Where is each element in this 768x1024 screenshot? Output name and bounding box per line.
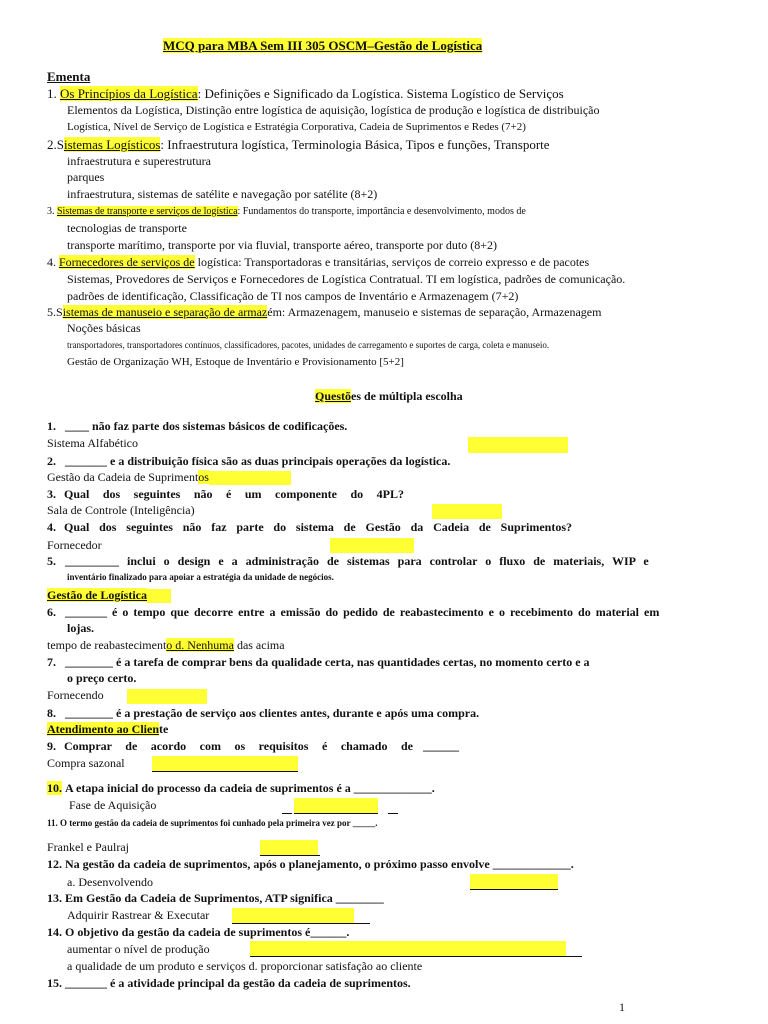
- answer-highlight-box: [470, 874, 558, 889]
- question-text: Comprar de acordo com os requisitos é chamado de: [64, 739, 413, 753]
- answer-highlight-box: [152, 756, 298, 771]
- item-topic: Fornecedores de serviços de: [59, 255, 195, 269]
- ementa-item-2-line4: infraestrutura, sistemas de satélite e navegação por satélite (8+2): [67, 187, 378, 201]
- question-number: 5.: [47, 554, 56, 568]
- question-blank: ______: [423, 739, 459, 753]
- question-text: é a atividade principal da gestão da cadeia de suprimentos.: [107, 976, 411, 990]
- question-6-line2: lojas.: [67, 621, 94, 635]
- question-number: 10.: [47, 781, 62, 795]
- answer-6: [47, 639, 285, 653]
- answer-highlight-box: [127, 689, 207, 704]
- question-text: é o tempo que decorre entre a emissão do pedido de reabastecimento e o recebimento do material em: [107, 605, 660, 619]
- ementa-item-4: [47, 256, 589, 270]
- answer-underline: [470, 889, 558, 890]
- question-number: 4.: [47, 520, 56, 534]
- answer-3: Sala de Controle (Inteligência): [47, 503, 195, 517]
- question-number: 11.: [47, 818, 58, 828]
- item-topic: istemas Logísticos: [63, 137, 161, 152]
- ementa-item-5-line2: Noções básicas: [67, 321, 141, 335]
- question-number: 6.: [47, 605, 56, 619]
- ementa-item-1-line2: Elementos da Logística, Distinção entre logística de aquisição, logística de produção e logística de distribuição: [67, 103, 600, 117]
- question-text: Em Gestão da Cadeia de Suprimentos, ATP significa: [65, 891, 333, 905]
- answer-underline: [294, 813, 378, 814]
- answer-underline: [232, 923, 370, 924]
- question-number: 9.: [47, 739, 56, 753]
- answer-9: Compra sazonal: [47, 756, 125, 770]
- question-14: [47, 926, 349, 940]
- question-number: 13.: [47, 891, 62, 905]
- item-number: 5.: [47, 305, 56, 319]
- answer-underline: [152, 771, 298, 772]
- question-blank: _______: [65, 454, 107, 468]
- item-topic: Sistemas de transporte e serviços de logística: [57, 206, 238, 217]
- section-heading-rest: es de múltipla escolha: [351, 389, 463, 403]
- question-4: [47, 521, 572, 535]
- question-7-line2: o preço certo.: [67, 671, 137, 685]
- question-text: não faz parte dos sistemas básicos de codificações.: [89, 419, 348, 433]
- item-prefix: S: [56, 137, 64, 152]
- question-5: [47, 555, 757, 569]
- answer-10: Fase de Aquisição: [69, 798, 157, 812]
- question-number: 3.: [47, 487, 56, 501]
- answer-5: [47, 589, 171, 603]
- ementa-item-2-line2: infraestrutura e superestrutura: [67, 154, 211, 168]
- ementa-heading: Ementa: [47, 69, 91, 84]
- answer-underline: [260, 855, 320, 856]
- question-text: e a distribuição física são as duas principais operações da logística.: [107, 454, 451, 468]
- section-heading-highlight: Questõ: [315, 389, 351, 403]
- answer-11: Frankel e Paulraj: [47, 840, 129, 854]
- item-number: 3.: [47, 206, 55, 217]
- answer-highlight-box: [330, 538, 414, 553]
- question-blank: _____________.: [492, 857, 574, 871]
- answer-12: a. Desenvolvendo: [67, 875, 153, 889]
- ementa-item-1-line3: Logística, Nível de Serviço de Logística e Estratégia Corporativa, Cadeia de Suprimentos e Redes (7+2): [67, 121, 526, 133]
- question-blank: _________: [65, 554, 119, 568]
- answer-text: das acima: [233, 638, 285, 652]
- question-10: [47, 782, 435, 796]
- item-topic: Os Princípios da Logística: [60, 86, 198, 101]
- item-description: logística: Transportadoras e transitárias, serviços de correio expresso e de pacotes: [194, 255, 590, 269]
- answer-text: tempo de reabasteciment: [47, 638, 167, 652]
- answer-highlight: Gestão de Logística: [47, 588, 147, 602]
- answer-highlight-box: [250, 941, 566, 956]
- ementa-item-5: [47, 306, 601, 320]
- question-text: é a prestação de serviço aos clientes antes, durante e após uma compra.: [113, 706, 480, 720]
- answer-text: te: [159, 722, 169, 736]
- question-text: O termo gestão da cadeia de suprimentos foi cunhado pela primeira vez por: [60, 818, 351, 828]
- question-blank: ____: [65, 419, 89, 433]
- question-number: 2.: [47, 454, 56, 468]
- question-7: [47, 656, 590, 670]
- answer-highlight: Atendimento ao Clien: [47, 722, 159, 736]
- question-3: [47, 488, 404, 502]
- answer-highlight: o d. Nenhuma: [166, 638, 234, 652]
- question-text: Na gestão da cadeia de suprimentos, após o planejamento, o próximo passo envolve: [65, 857, 490, 871]
- ementa-item-2: [47, 138, 550, 153]
- question-blank: ________: [335, 891, 384, 905]
- answer-2: [47, 471, 291, 485]
- answer-underline: [250, 956, 582, 957]
- question-number: 1.: [47, 419, 56, 433]
- item-description: ém: Armazenagem, manuseio e sistemas de separação, Armazenagem: [267, 305, 602, 319]
- page-number: 1: [619, 1000, 625, 1014]
- answer-underline: [282, 813, 292, 814]
- answer-highlight-box: [232, 908, 354, 923]
- answer-4: Fornecedor: [47, 538, 102, 552]
- question-blank: ________: [65, 706, 113, 720]
- question-text: Qual dos seguintes não é um componente do 4PL?: [64, 487, 404, 501]
- item-prefix: S: [56, 305, 63, 319]
- answer-underline: [388, 813, 398, 814]
- item-topic: istemas de manuseio e separação de armaz: [62, 305, 268, 319]
- ementa-item-2-line3: parques: [67, 170, 105, 184]
- ementa-item-1: [47, 87, 564, 102]
- question-number: 15.: [47, 976, 62, 990]
- question-2: [47, 455, 450, 469]
- section-heading: [315, 390, 463, 404]
- question-1: [47, 420, 347, 434]
- ementa-item-3-line2: tecnologias de transporte: [67, 221, 187, 235]
- question-8: [47, 707, 479, 721]
- answer-highlight-box: [294, 798, 378, 813]
- question-blank: ______.: [310, 925, 350, 939]
- question-12: [47, 858, 574, 872]
- question-blank: _______: [65, 976, 107, 990]
- ementa-item-5-line3: transportadores, transportadores contínuos, classificadores, pacotes, unidades de carregamento e suportes de carga, coleta e manuseio.: [67, 340, 550, 350]
- item-number: 2.: [47, 137, 57, 152]
- answer-highlight: os: [198, 470, 209, 484]
- ementa-item-3-line3: transporte marítimo, transporte por via fluvial, transporte aéreo, transporte por duto (8+2): [67, 238, 497, 252]
- question-6: [47, 606, 767, 620]
- answer-13: Adquirir Rastrear & Executar: [67, 908, 210, 922]
- question-9: [47, 740, 459, 754]
- title-text: MCQ para MBA Sem III 305 OSCM–Gestão de Logística: [163, 38, 483, 53]
- answer-8: [47, 723, 168, 737]
- question-number: 12.: [47, 857, 62, 871]
- answer-highlight-box: [468, 437, 568, 453]
- question-13: [47, 892, 384, 906]
- question-14-line3: a qualidade de um produto e serviços d. proporcionar satisfação ao cliente: [67, 959, 423, 973]
- question-number: 8.: [47, 706, 56, 720]
- question-blank: ________: [65, 655, 113, 669]
- item-description: : Fundamentos do transporte, importância e desenvolvimento, modos de: [237, 206, 526, 217]
- ementa-item-5-line4: Gestão de Organização WH, Estoque de Inventário e Provisionamento [5+2]: [67, 356, 404, 368]
- item-number: 4.: [47, 255, 56, 269]
- item-description: : Infraestrutura logística, Terminologia Básica, Tipos e funções, Transporte: [160, 137, 550, 152]
- answer-text: Gestão da Cadeia de Supriment: [47, 470, 199, 484]
- question-number: 7.: [47, 655, 56, 669]
- question-blank: _____.: [352, 818, 378, 828]
- item-number: 1.: [47, 86, 57, 101]
- question-15: [47, 977, 411, 991]
- question-text: A etapa inicial do processo da cadeia de suprimentos é a: [65, 781, 351, 795]
- document-title: [163, 39, 482, 54]
- ementa-item-3: [47, 206, 526, 218]
- answer-highlight-box: [432, 504, 502, 519]
- question-11: [47, 818, 378, 828]
- answer-1: Sistema Alfabético: [47, 436, 138, 450]
- question-blank: _____________.: [353, 781, 435, 795]
- item-description: : Definições e Significado da Logística. Sistema Logístico de Serviços: [197, 86, 564, 101]
- question-text: Qual dos seguintes não faz parte do sistema de Gestão da Cadeia de Suprimentos?: [64, 520, 572, 534]
- question-text: O objetivo da gestão da cadeia de suprimentos é: [65, 925, 311, 939]
- question-blank: _______: [65, 605, 107, 619]
- question-5-line2: inventário finalizado para apoiar a estratégia da unidade de negócios.: [67, 572, 334, 582]
- question-number: 14.: [47, 925, 62, 939]
- ementa-item-4-line3: padrões de identificação, Classificação de TI nos campos de Inventário e Armazenagem (7+2): [67, 289, 519, 303]
- question-text: inclui o design e a administração de sistemas para controlar o fluxo de materiais, WIP e: [119, 554, 649, 568]
- answer-7: Fornecendo: [47, 688, 104, 702]
- answer-14: aumentar o nível de produção: [67, 942, 210, 956]
- ementa-item-4-line2: Sistemas, Provedores de Serviços e Fornecedores de Logística Contratual. TI em logística, padrões de comunicação.: [67, 272, 626, 286]
- answer-highlight-box: [260, 840, 318, 855]
- question-text: é a tarefa de comprar bens da qualidade certa, nas quantidades certas, no momento certo e a: [113, 655, 590, 669]
